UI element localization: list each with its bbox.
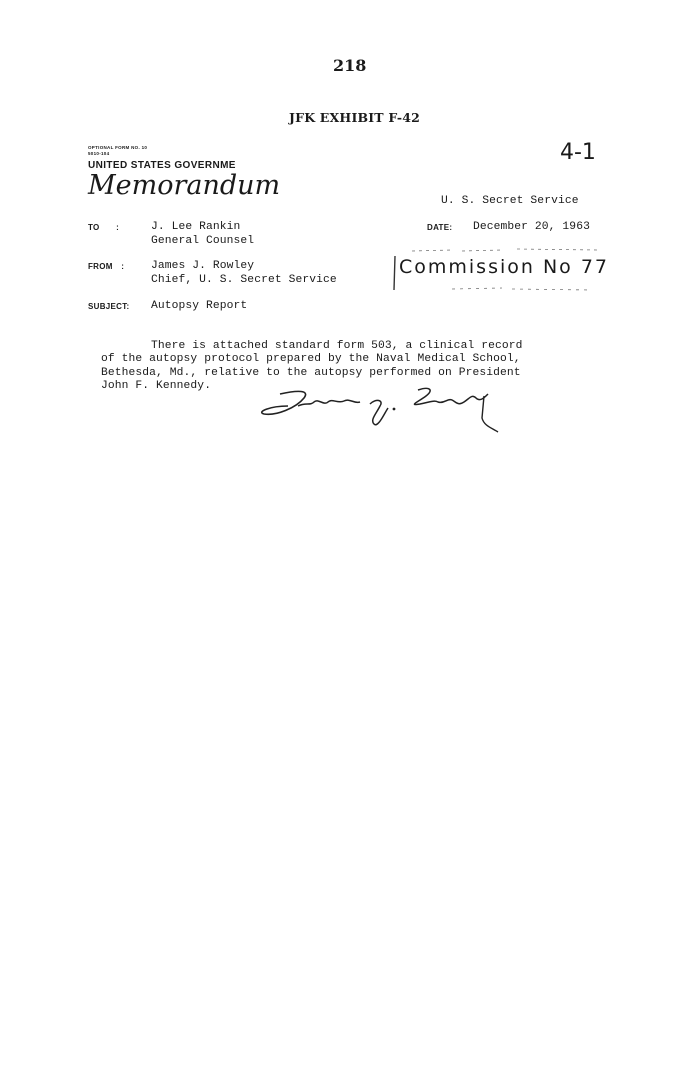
- page-number: 218: [333, 56, 367, 75]
- subject-label: SUBJECT:: [88, 302, 130, 311]
- to-name: J. Lee Rankin: [151, 221, 241, 233]
- body-line-1: There is attached standard form 503, a clinical record: [151, 340, 523, 352]
- subject-value: Autopsy Report: [151, 300, 248, 312]
- body-line-4: John F. Kennedy.: [101, 380, 212, 392]
- from-name: James J. Rowley: [151, 260, 255, 272]
- date-label: DATE:: [427, 223, 453, 232]
- body-line-2: of the autopsy protocol prepared by the Naval Medical School,: [101, 353, 521, 365]
- handwritten-corner-mark: 4-1: [560, 140, 596, 165]
- date-value: December 20, 1963: [473, 221, 590, 233]
- to-label: TO :: [88, 223, 120, 232]
- from-label: FROM :: [88, 262, 125, 271]
- commission-number: Commission No 77: [399, 256, 610, 278]
- exhibit-title: JFK EXHIBIT F-42: [289, 110, 421, 125]
- form-code: 5010-104: [88, 151, 110, 156]
- signature: [258, 384, 503, 434]
- optional-form-label: OPTIONAL FORM NO. 10: [88, 145, 148, 150]
- memorandum-title: Memorandum: [88, 170, 281, 201]
- agency-name: UNITED STATES GOVERNME: [88, 160, 236, 171]
- body-line-3: Bethesda, Md., relative to the autopsy performed on President: [101, 367, 521, 379]
- from-agency: U. S. Secret Service: [441, 195, 579, 207]
- to-title: General Counsel: [151, 235, 255, 247]
- from-title: Chief, U. S. Secret Service: [151, 274, 337, 286]
